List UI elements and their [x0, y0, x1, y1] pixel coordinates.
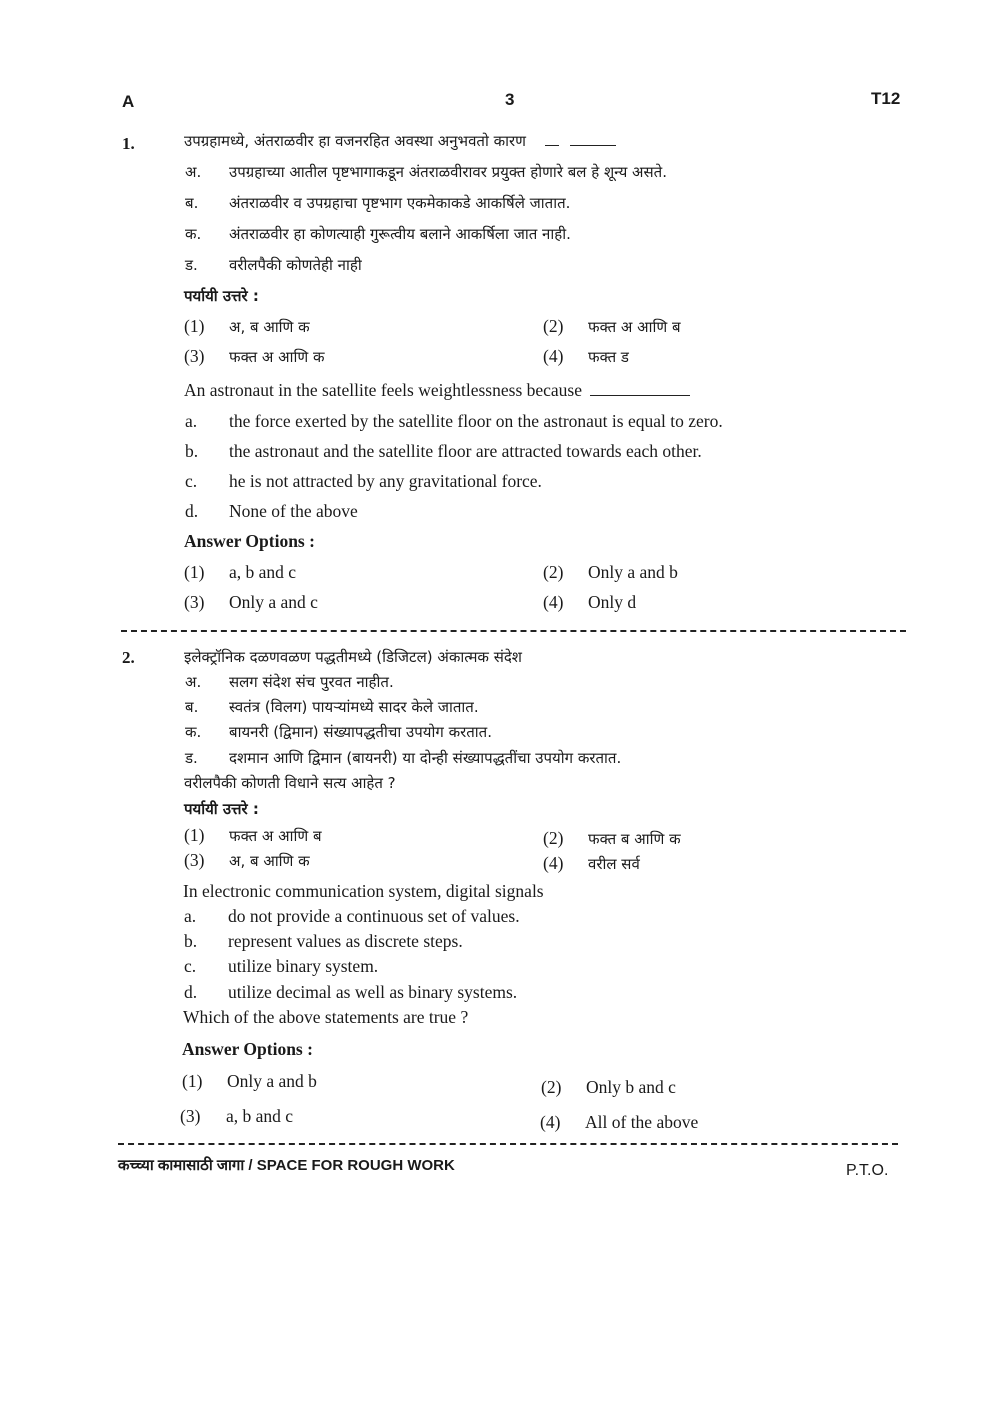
option-number: (4) — [543, 346, 564, 366]
option-text: a, b and c — [226, 1106, 294, 1126]
page-number: 3 — [505, 90, 515, 109]
statement-label: b. — [184, 931, 198, 951]
statement-text: represent values as discrete steps. — [228, 931, 463, 951]
option-number: (2) — [543, 562, 564, 582]
statement-text: वरीलपैकी कोणतेही नाही — [229, 256, 362, 274]
statement-text: अंतराळवीर हा कोणत्याही गुरूत्वीय बलाने आकर्षिला जात नाही. — [229, 225, 571, 243]
statement-label: ड. — [185, 256, 198, 274]
option-number: (4) — [543, 853, 564, 873]
option-text: अ, ब आणि क — [229, 852, 310, 870]
option-number: (3) — [184, 592, 205, 612]
statement-label: अ. — [185, 673, 202, 691]
option-number: (3) — [180, 1106, 201, 1126]
statement-text: the astronaut and the satellite floor are attracted towards each other. — [229, 441, 702, 461]
option-text: वरील सर्व — [588, 855, 640, 873]
option-number: (1) — [184, 316, 205, 336]
question-number: 2. — [122, 648, 135, 667]
option-number: (1) — [182, 1071, 203, 1091]
option-text: फक्त ब आणि क — [588, 830, 681, 848]
option-number: (3) — [184, 850, 205, 870]
paper-code: T12 — [871, 89, 901, 108]
statement-label: ब. — [185, 698, 199, 716]
options-heading: पर्यायी उत्तरे : — [184, 800, 259, 818]
option-number: (2) — [543, 828, 564, 848]
option-number: (4) — [543, 592, 564, 612]
statement-text: सलग संदेश संच पुरवत नाहीत. — [229, 673, 394, 691]
options-heading: पर्यायी उत्तरे : — [184, 287, 259, 305]
statement-label: c. — [184, 956, 197, 976]
statement-text: बायनरी (द्विमान) संख्यापद्धतीचा उपयोग करतात. — [229, 723, 492, 741]
statement-text: स्वतंत्र (विलग) पायऱ्यांमध्ये सादर केले जातात. — [229, 698, 479, 716]
option-text: Only a and c — [229, 592, 318, 612]
option-text: All of the above — [585, 1112, 699, 1132]
option-text: फक्त अ आणि ब — [229, 827, 322, 845]
question-separator — [121, 630, 906, 632]
statement-label: d. — [185, 501, 199, 521]
statement-text: the force exerted by the satellite floor on the astronaut is equal to zero. — [229, 411, 723, 431]
statement-label: c. — [185, 471, 198, 491]
options-heading: Answer Options : — [182, 1039, 313, 1059]
option-text: फक्त ड — [588, 348, 629, 366]
statement-text: utilize decimal as well as binary systems. — [228, 982, 518, 1002]
options-heading: Answer Options : — [184, 531, 315, 551]
option-number: (4) — [540, 1112, 561, 1132]
rough-work-label: कच्च्या कामासाठी जागा / SPACE FOR ROUGH WORK — [118, 1157, 455, 1174]
english-question: Which of the above statements are true ? — [183, 1007, 469, 1027]
option-text: अ, ब आणि क — [229, 318, 310, 336]
option-text: फक्त अ आणि क — [229, 348, 325, 366]
statement-text: उपग्रहाच्या आतील पृष्टभागाकडून अंतराळवीरावर प्रयुक्त होणारे बल हे शून्य असते. — [229, 163, 667, 181]
statement-label: d. — [184, 982, 198, 1002]
option-text: फक्त अ आणि ब — [588, 318, 681, 336]
option-number: (3) — [184, 346, 205, 366]
marathi-stem: इलेक्ट्रॉनिक दळणवळण पद्धतीमध्ये (डिजिटल) अंकात्मक संदेश — [184, 648, 523, 666]
marathi-question: वरीलपैकी कोणती विधाने सत्य आहेत ? — [184, 774, 396, 792]
statement-label: a. — [184, 906, 197, 926]
statement-text: None of the above — [229, 501, 358, 521]
statement-text: utilize binary system. — [228, 956, 379, 976]
option-number: (2) — [541, 1077, 562, 1097]
option-number: (1) — [184, 825, 205, 845]
series-label: A — [122, 92, 135, 111]
statement-label: b. — [185, 441, 199, 461]
english-stem — [184, 380, 690, 401]
statement-text: he is not attracted by any gravitational force. — [229, 471, 542, 491]
footer-separator — [118, 1143, 898, 1145]
statement-label: ड. — [185, 749, 198, 767]
english-stem-text: An astronaut in the satellite feels weightlessness because — [184, 380, 583, 400]
option-text: Only a and b — [588, 562, 678, 582]
option-text: Only b and c — [586, 1077, 676, 1097]
marathi-stem-text: उपग्रहामध्ये, अंतराळवीर हा वजनरहित अवस्था अनुभवतो कारण — [184, 132, 527, 150]
statement-text: do not provide a continuous set of values. — [228, 906, 520, 926]
statement-label: ब. — [185, 194, 199, 212]
english-stem: In electronic communication system, digital signals — [183, 881, 544, 901]
statement-label: क. — [185, 723, 202, 741]
option-number: (1) — [184, 562, 205, 582]
answer-blank-short — [545, 131, 559, 146]
statement-text: दशमान आणि द्विमान (बायनरी) या दोन्ही संख्यापद्धतींचा उपयोग करतात. — [229, 749, 622, 767]
answer-blank — [590, 381, 690, 396]
statement-label: अ. — [185, 163, 202, 181]
answer-blank — [570, 131, 616, 146]
marathi-stem — [184, 131, 616, 151]
option-text: Only d — [588, 592, 637, 612]
option-text: Only a and b — [227, 1071, 317, 1091]
question-number: 1. — [122, 134, 135, 153]
statement-label: a. — [185, 411, 198, 431]
option-number: (2) — [543, 316, 564, 336]
pto-label: P.T.O. — [846, 1162, 889, 1179]
option-text: a, b and c — [229, 562, 297, 582]
statement-text: अंतराळवीर व उपग्रहाचा पृष्टभाग एकमेकाकडे आकर्षिले जातात. — [229, 194, 571, 212]
statement-label: क. — [185, 225, 202, 243]
